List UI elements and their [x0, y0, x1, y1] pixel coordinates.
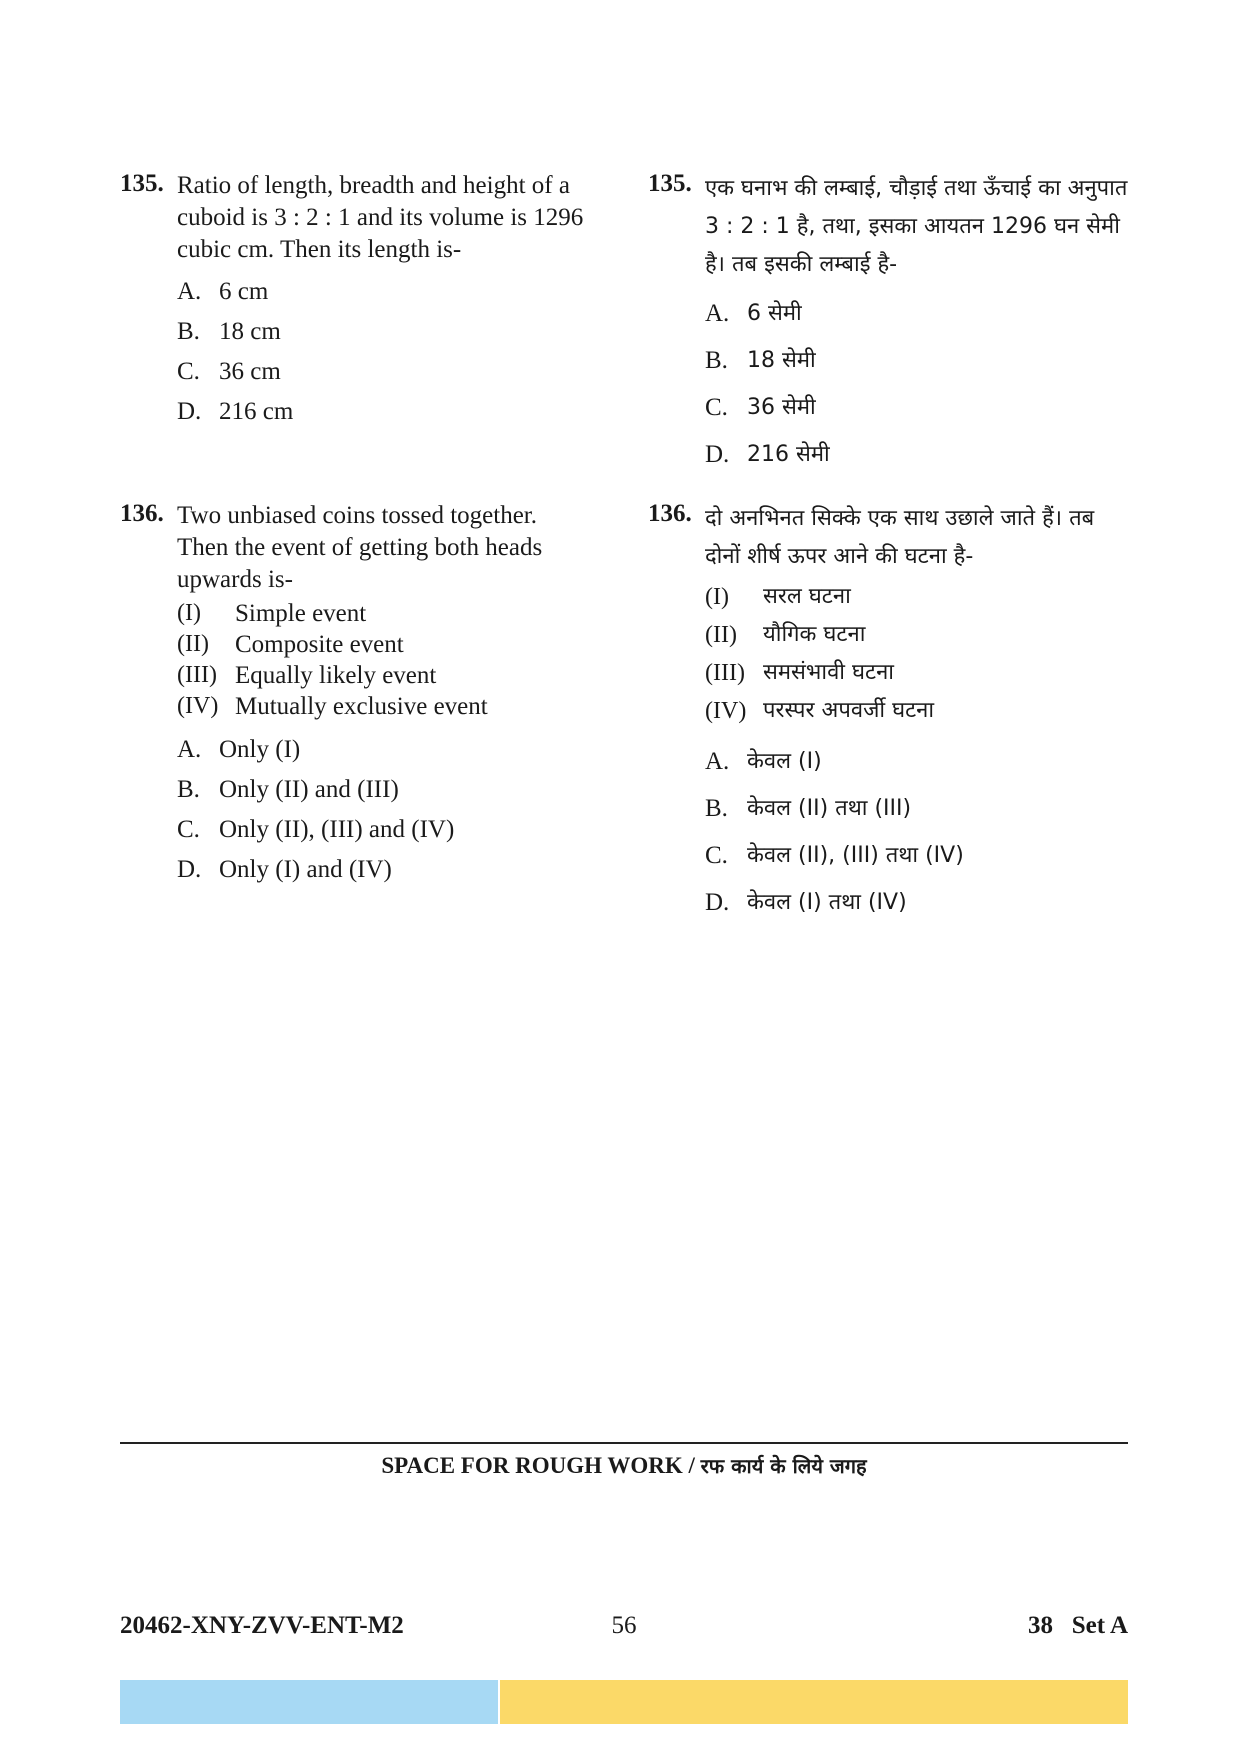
rough-work-hindi: रफ कार्य के लिये जगह — [700, 1454, 867, 1478]
statement-text: Composite event — [235, 631, 404, 658]
option-text: Only (II) and (III) — [219, 776, 399, 803]
question-135-hi — [648, 170, 1128, 478]
option-c — [705, 384, 1128, 431]
statement-item — [177, 691, 590, 722]
option-text: केवल (I) तथा (IV) — [747, 890, 907, 915]
statement-text: Simple event — [235, 600, 367, 627]
option-text: 216 सेमी — [747, 442, 830, 467]
question-stem: दो अनभिनत सिक्के एक साथ उछाले जाते हैं। तब दोनों शीर्ष ऊपर आने की घटना है- — [705, 506, 1095, 569]
option-text: 36 सेमी — [747, 395, 816, 420]
question-136-hi — [648, 500, 1128, 926]
option-letter: D. — [705, 889, 730, 916]
option-a — [177, 730, 590, 770]
option-letter: B. — [177, 776, 200, 803]
option-d — [705, 431, 1128, 478]
question-stem: एक घनाभ की लम्बाई, चौड़ाई तथा ऊँचाई का अनुपात 3 : 2 : 1 है, तथा, इसका आयतन 1296 घन सेमी है। तब इसकी लम्बाई है- — [705, 176, 1128, 277]
options-list — [705, 290, 1128, 478]
option-letter: C. — [705, 394, 728, 421]
statement-text: Mutually exclusive event — [235, 693, 488, 720]
statements-list — [177, 598, 590, 722]
question-136-en — [120, 500, 590, 890]
statement-number: (IV) — [705, 698, 747, 724]
option-text: केवल (II) तथा (III) — [747, 796, 912, 821]
question-number: 135. — [120, 170, 164, 197]
option-a — [177, 272, 590, 312]
options-list — [705, 738, 1128, 926]
rough-work-english: SPACE FOR ROUGH WORK / — [381, 1453, 695, 1478]
option-c — [177, 810, 590, 850]
option-letter: D. — [705, 441, 730, 468]
question-stem: Ratio of length, breadth and height of a cuboid is 3 : 2 : 1 and its volume is 1296 cubic cm. Then its length is- — [177, 172, 584, 263]
question-135-en — [120, 170, 590, 432]
option-text: केवल (I) — [747, 749, 822, 774]
statement-number: (III) — [177, 662, 217, 688]
option-b — [705, 337, 1128, 384]
paper-code: 20462-XNY-ZVV-ENT-M2 — [120, 1612, 404, 1639]
statement-text: परस्पर अपवर्जी घटना — [763, 698, 935, 723]
options-list — [177, 272, 590, 432]
option-d — [705, 879, 1128, 926]
question-number: 135. — [648, 170, 692, 197]
option-letter: D. — [177, 856, 202, 883]
statement-text: सरल घटना — [763, 584, 851, 609]
statement-item — [177, 598, 590, 629]
option-letter: C. — [177, 816, 200, 843]
option-text: Only (II), (III) and (IV) — [219, 816, 455, 843]
option-letter: B. — [705, 795, 728, 822]
option-text: 18 cm — [219, 318, 281, 345]
statement-number: (IV) — [177, 693, 219, 719]
option-a — [705, 290, 1128, 337]
statement-item — [705, 654, 1128, 692]
option-a — [705, 738, 1128, 785]
option-letter: B. — [177, 318, 200, 345]
option-text: 6 cm — [219, 278, 269, 305]
statement-item — [705, 692, 1128, 730]
option-letter: C. — [177, 358, 200, 385]
option-c — [705, 832, 1128, 879]
statement-number: (I) — [177, 600, 201, 626]
option-letter: A. — [177, 278, 202, 305]
option-b — [177, 312, 590, 352]
statement-number: (II) — [177, 631, 209, 657]
option-d — [177, 392, 590, 432]
set-label: 38 Set A — [1028, 1612, 1128, 1639]
statements-list — [705, 578, 1128, 730]
option-letter: A. — [705, 748, 730, 775]
statement-text: यौगिक घटना — [763, 622, 866, 647]
option-text: 216 cm — [219, 398, 294, 425]
option-letter: C. — [705, 842, 728, 869]
hindi-column — [648, 170, 1128, 916]
option-text: 18 सेमी — [747, 348, 816, 373]
page-number: 56 — [611, 1612, 637, 1639]
option-letter: A. — [705, 300, 730, 327]
option-letter: D. — [177, 398, 202, 425]
option-text: 36 cm — [219, 358, 281, 385]
footer-color-bar-right — [500, 1680, 1128, 1724]
english-column — [120, 170, 590, 883]
question-number: 136. — [120, 500, 164, 527]
option-c — [177, 352, 590, 392]
statement-text: समसंभावी घटना — [763, 660, 894, 685]
statement-item — [705, 616, 1128, 654]
option-d — [177, 850, 590, 890]
rough-work-divider — [120, 1442, 1128, 1444]
statement-item — [705, 578, 1128, 616]
statement-item — [177, 660, 590, 691]
option-b — [177, 770, 590, 810]
options-list — [177, 730, 590, 890]
option-text: Only (I) — [219, 736, 301, 763]
option-text: 6 सेमी — [747, 301, 802, 326]
question-number: 136. — [648, 500, 692, 527]
question-stem: Two unbiased coins tossed together. Then the event of getting both heads upwards is- — [177, 502, 543, 593]
option-b — [705, 785, 1128, 832]
statement-number: (I) — [705, 584, 729, 610]
option-text: केवल (II), (III) तथा (IV) — [747, 843, 964, 868]
page-footer — [120, 1612, 1128, 1646]
option-letter: A. — [177, 736, 202, 763]
statement-item — [177, 629, 590, 660]
option-letter: B. — [705, 347, 728, 374]
rough-work-heading — [120, 1452, 1128, 1479]
footer-color-bar-left — [120, 1680, 498, 1724]
option-text: Only (I) and (IV) — [219, 856, 392, 883]
statement-number: (III) — [705, 660, 745, 686]
statement-number: (II) — [705, 622, 737, 648]
statement-text: Equally likely event — [235, 662, 437, 689]
